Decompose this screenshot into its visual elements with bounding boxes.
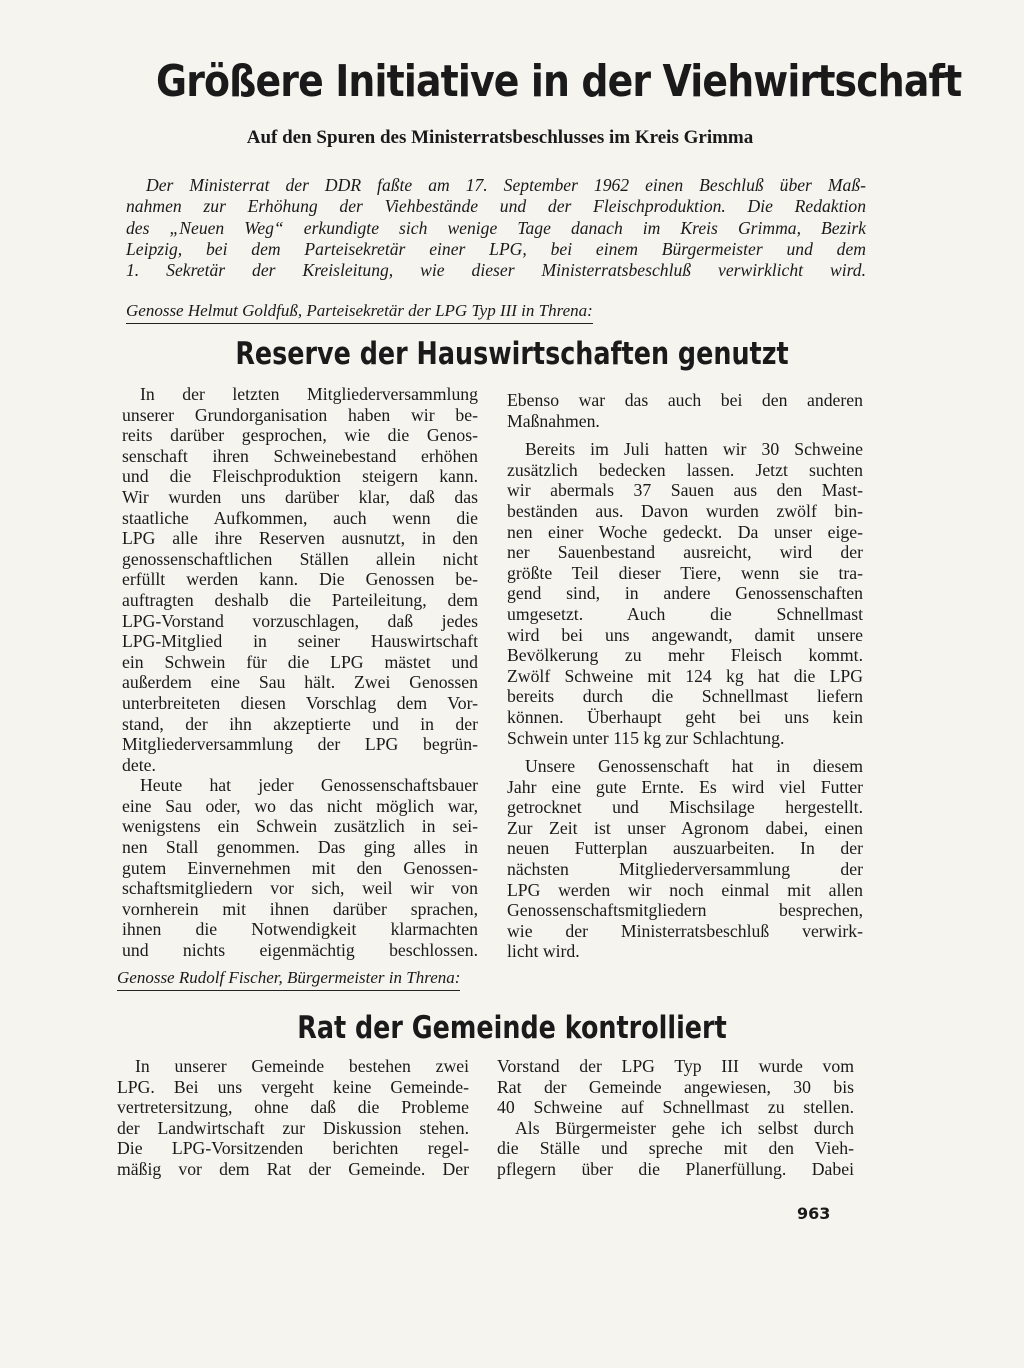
text-line: staatliche Aufkommen, auch wenn die (122, 507, 478, 528)
section-heading-reserve: Reserve der Hauswirtschaften genutzt (235, 336, 789, 372)
text-line: pflegern über die Planerfüllung. Dabei (497, 1158, 854, 1179)
intro-paragraph (126, 175, 866, 281)
text-line: senschaft ihren Schweinebestand erhöhen (122, 445, 478, 466)
intro-line: Leipzig, bei dem Parteisekretär einer LPG, bei einem Bürgermeister und dem (126, 238, 866, 259)
text-line: Schwein unter 115 kg zur Schlachtung. (507, 727, 785, 748)
text-line: nächsten Mitgliederversammlung der (507, 859, 863, 880)
text-line: Als Bürgermeister gehe ich selbst durch (515, 1117, 854, 1138)
text-line: Vorstand der LPG Typ III wurde vom (497, 1056, 854, 1076)
text-line: umgesetzt. Auch die Schnellmast (507, 603, 863, 624)
section2-column-right (497, 1056, 854, 1180)
text-line: schaftsmitgliedern vor sich, weil wir von (122, 878, 478, 899)
text-line: gend sind, in andere Genossenschaften (507, 583, 863, 604)
text-line: wie der Ministerratsbeschluß verwirk- (507, 920, 863, 941)
intro-line: des „Neuen Weg“ erkundigte sich wenige Tage danach im Kreis Grimma, Bezirk (126, 217, 866, 238)
paragraph-gap (507, 431, 863, 439)
paragraph-gap (507, 748, 863, 756)
section2-column-left (117, 1056, 469, 1180)
text-line: reits darüber gesprochen, wie die Genos- (122, 425, 478, 446)
text-line: größte Teil dieser Tiere, wenn sie tra- (507, 562, 863, 583)
text-line: Heute hat jeder Genossenschaftsbauer (140, 775, 478, 796)
text-line: LPG-Vorstand vorzuschlagen, daß jedes (122, 610, 478, 631)
text-line: LPG werden wir noch einmal mit allen (507, 879, 863, 900)
text-line: nen Stall genommen. Das ging alles in (122, 837, 478, 858)
text-line: außerdem eine Sau hält. Zwei Genossen (122, 672, 478, 693)
text-line: und die Fleischproduktion steigern kann. (122, 466, 478, 487)
text-line: Zwölf Schweine mit 124 kg hat die LPG (507, 665, 863, 686)
text-line: Rat der Gemeinde angewiesen, 30 bis (497, 1076, 854, 1097)
text-line: beständen aus. Davon wurden zwölf bin- (507, 500, 863, 521)
text-line: der Landwirtschaft zur Diskussion stehen. (117, 1117, 469, 1138)
text-line: Ebenso war das auch bei den anderen (507, 390, 863, 410)
text-line: Wir wurden uns darüber klar, daß das (122, 486, 478, 507)
intro-line: 1. Sekretär der Kreisleitung, wie dieser Ministerratsbeschluß verwirklicht wird. (126, 260, 866, 281)
text-line: Unsere Genossenschaft hat in diesem (525, 756, 863, 777)
section1-column-right (507, 390, 863, 962)
text-line: bereits durch die Schnellmast liefern (507, 686, 863, 707)
text-line: wenigstens ein Schwein zusätzlich in sei- (122, 816, 478, 837)
text-line: ner Sauenbestand ausreicht, wird der (507, 542, 863, 563)
text-line: dete. (122, 754, 156, 775)
section-heading-rat: Rat der Gemeinde kontrolliert (297, 1010, 727, 1046)
text-line: getrocknet und Mischsilage hergestellt. (507, 797, 863, 818)
text-line: Bevölkerung zu mehr Fleisch kommt. (507, 645, 863, 666)
text-line: neuen Futterplan auszuarbeiten. In der (507, 838, 863, 859)
byline-fischer: Genosse Rudolf Fischer, Bürgermeister in Threna: (117, 968, 460, 991)
text-line: mäßig vor dem Rat der Gemeinde. Der (117, 1158, 469, 1179)
text-line: wird bei uns angewandt, damit unsere (507, 624, 863, 645)
section1-column-left (122, 384, 478, 961)
text-line: unterbreiteten diesen Vorschlag dem Vor- (122, 692, 478, 713)
text-line: In der letzten Mitgliederversammlung (140, 384, 478, 404)
text-line: stand, der ihn akzeptierte und in der (122, 713, 478, 734)
text-line: Jahr eine gute Ernte. Es wird viel Futter (507, 776, 863, 797)
text-line: licht wird. (507, 941, 580, 962)
text-line: zusätzlich bedecken lassen. Jetzt suchten (507, 459, 863, 480)
text-line: genossenschaftlichen Ställen allein nicht (122, 548, 478, 569)
text-line: Genossenschaftsmitgliedern besprechen, (507, 900, 863, 921)
text-line: vornherein mit ihnen darüber sprachen, (122, 898, 478, 919)
text-line: gutem Einvernehmen mit den Genossen- (122, 857, 478, 878)
page-number: 963 (797, 1204, 831, 1223)
text-line: LPG alle ihre Reserven ausnutzt, in den (122, 528, 478, 549)
intro-line: Der Ministerrat der DDR faßte am 17. September 1962 einen Beschluß über Maß- (146, 175, 866, 195)
text-line: In unserer Gemeinde bestehen zwei (135, 1056, 469, 1076)
text-line: unserer Grundorganisation haben wir be- (122, 404, 478, 425)
text-line: LPG-Mitglied in seiner Hauswirtschaft (122, 631, 478, 652)
text-line: Mitgliederversammlung der LPG begrün- (122, 734, 478, 755)
text-line: LPG. Bei uns vergeht keine Gemeinde- (117, 1076, 469, 1097)
headline: Größere Initiative in der Viehwirtschaft (156, 56, 962, 107)
text-line: Zur Zeit ist unser Agronom dabei, einen (507, 817, 863, 838)
text-line: auftragten deshalb die Parteileitung, dem (122, 589, 478, 610)
text-line: Bereits im Juli hatten wir 30 Schweine (525, 439, 863, 460)
text-line: die Ställe und spreche mit den Vieh- (497, 1138, 854, 1159)
text-line: Maßnahmen. (507, 410, 600, 431)
text-line: ein Schwein für die LPG mästet und (122, 651, 478, 672)
intro-line: nahmen zur Erhöhung der Viehbestände und der Fleischproduktion. Die Redaktion (126, 196, 866, 217)
text-line: vertretersitzung, ohne daß die Probleme (117, 1097, 469, 1118)
byline-goldfuss: Genosse Helmut Goldfuß, Parteisekretär der LPG Typ III in Threna: (126, 301, 593, 324)
text-line: können. Überhaupt geht bei uns kein (507, 706, 863, 727)
text-line: erfüllt werden kann. Die Genossen be- (122, 569, 478, 590)
text-line: eine Sau oder, wo das nicht möglich war, (122, 795, 478, 816)
subheadline: Auf den Spuren des Ministerratsbeschlusses im Kreis Grimma (246, 127, 754, 148)
text-line: Die LPG-Vorsitzenden berichten regel- (117, 1138, 469, 1159)
text-line: 40 Schweine auf Schnellmast zu stellen. (497, 1097, 854, 1118)
text-line: wir abermals 37 Sauen aus den Mast- (507, 480, 863, 501)
text-line: ihnen die Notwendigkeit klarmachten (122, 919, 478, 940)
text-line: und nichts eigenmächtig beschlossen. (122, 940, 478, 961)
text-line: nen einer Woche gedeckt. Da unser eige- (507, 521, 863, 542)
